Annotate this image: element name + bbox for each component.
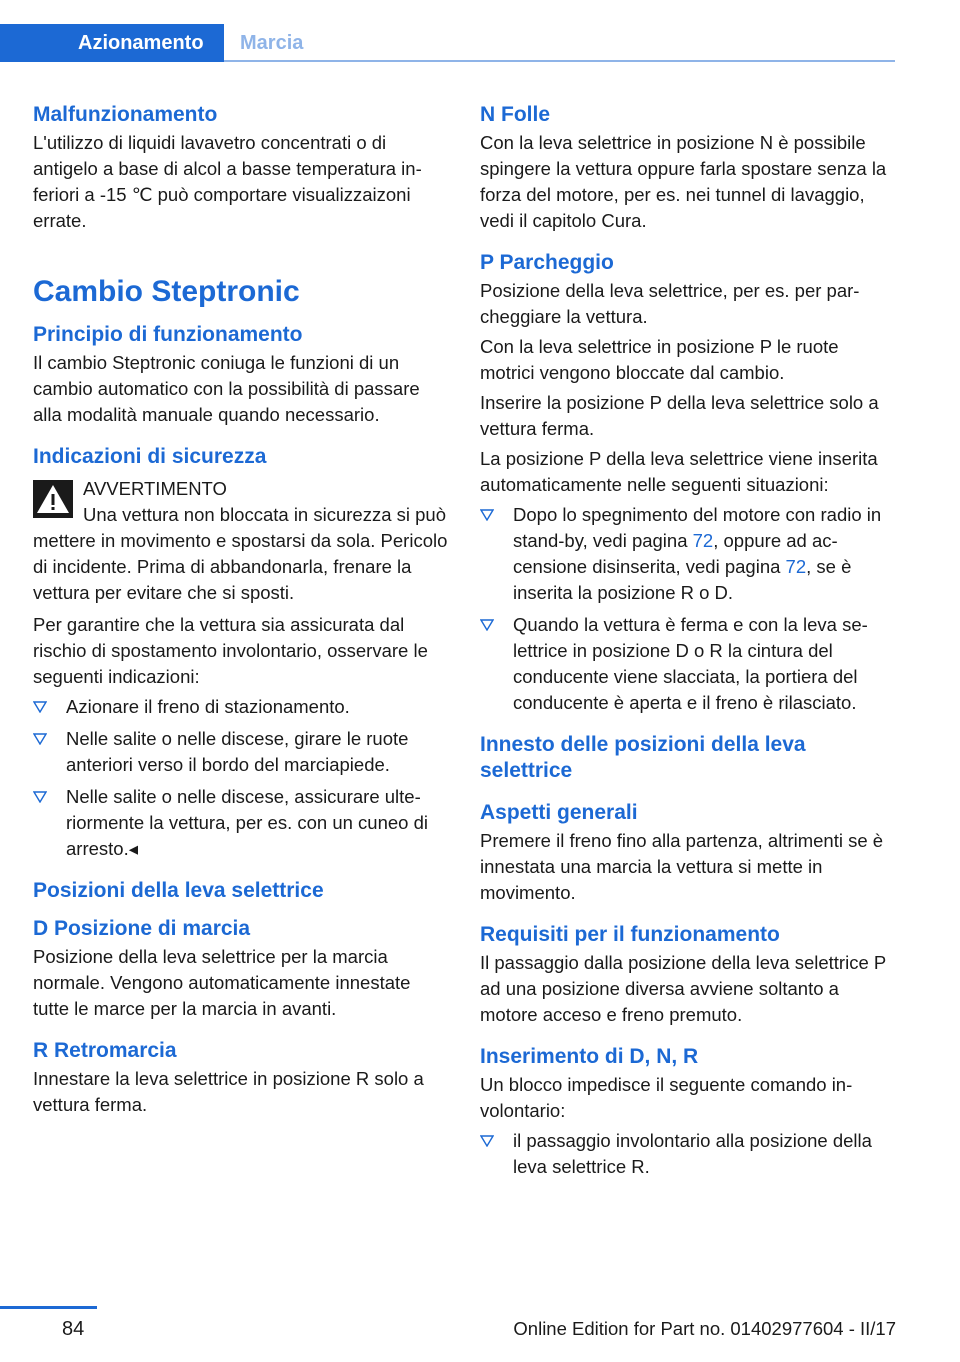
tab-marcia[interactable]: Marcia [240,32,304,54]
dnr-list [480,1128,898,1180]
requirements-text: Il passaggio dalla posizione della leva selettrice P ad una posizione diversa avviene soltanto a motore acceso e freno premuto. [480,952,886,1025]
r-position-heading: R Retromarcia [33,1039,177,1062]
page-link-72[interactable]: 72 [785,556,807,577]
n-position-heading: N Folle [480,103,551,126]
warning-label: AVVERTIMENTO [83,478,227,499]
triangle-bullet-icon [480,509,494,521]
general-heading: Aspetti generali [480,801,638,824]
list-item: Dopo lo spegnimento del motore con radio in stand-by, vedi pagina 72, oppure ad accensione disinserita, vedi pagina 72, se è inserita la posizione R o D. [480,502,898,606]
p-position-text-3: Inserire la posizione P della leva selettrice solo a vettura ferma. [480,392,879,439]
d-position-heading: D Posizione di marcia [33,917,251,940]
page-number: 84 [62,1318,85,1340]
triangle-bullet-icon [480,619,494,631]
d-position-text: Posizione della leva selettrice per la marcia normale. Vengono automaticamente innestate tutte le marce per la marcia in avanti. [33,946,411,1019]
tab-azionamento[interactable]: Azionamento [0,24,224,62]
positions-heading: Posizioni della leva selettrice [33,879,324,902]
warning-text: Una vettura non bloccata in sicurezza si può mettere in movimento e spostarsi da sola. Pericolo di incidente. Prima di abbandonarla, frenare la vettura per evitare che si sposti. [33,504,448,603]
footer-rule [0,1306,97,1309]
triangle-bullet-icon [33,701,47,713]
safety-text: Per garantire che la vettura sia assicurata dal rischio di spostamento involontario, osservare le seguenti indicazioni: [33,614,428,687]
edition-label: Online Edition for Part no. 01402977604 - II/17 [513,1318,896,1339]
triangle-bullet-icon [33,791,47,803]
principle-text: Il cambio Steptronic coniuga le funzioni di un cambio automatico con la possibilità di passare alla modalità manuale quando necessario. [33,352,420,425]
p-position-text-1: Posizione della leva selettrice, per es. per parcheggiare la vettura. [480,280,860,327]
triangle-bullet-icon [33,733,47,745]
p-position-heading: P Parcheggio [480,251,614,274]
page-link-72[interactable]: 72 [692,530,714,551]
list-item: Azionare il freno di stazionamento. [33,694,448,720]
safety-heading: Indicazioni di sicurezza [33,445,267,468]
chapter-header [0,0,895,62]
malfunction-heading: Malfunzionamento [33,103,218,126]
header-rule [224,60,895,62]
right-column [480,100,898,1186]
dnr-text: Un blocco impedisce il seguente comando involontario: [480,1074,853,1121]
engage-heading: Innesto delle posizioni della leva selettrice [480,733,806,782]
left-column [33,100,448,1122]
safety-list [33,694,448,862]
malfunction-text: L'utilizzo di liquidi lavavetro concentrati o di antigelo a base di alcol a basse temperatura inferiori a -15 ℃ può comportare visualizzaizoni errate. [33,132,422,231]
list-item: Nelle salite o nelle discese, girare le ruote anteriori verso il bordo del marciapiede. [33,726,448,778]
r-position-text: Innestare la leva selettrice in posizione R solo a vettura ferma. [33,1068,424,1115]
section-title: Cambio Steptronic [33,275,300,308]
p-position-list [480,502,898,716]
warning-icon [33,480,73,518]
dnr-heading: Inserimento di D, N, R [480,1045,699,1068]
list-item: il passaggio involontario alla posizione della leva selettrice R. [480,1128,898,1180]
principle-heading: Principio di funzionamento [33,323,303,346]
n-position-text: Con la leva selettrice in posizione N è possibile spingere la vettura oppure farla spostare senza la forza del motore, per es. nei tunnel di lavaggio, vedi il capitolo Cura. [480,132,887,231]
list-item: Nelle salite o nelle discese, assicurare ulteriormente la vettura, per es. con un cuneo di arresto.◂ [33,784,448,862]
list-item: Quando la vettura è ferma e con la leva selettrice in posizione D o R la cintura del conducente viene slacciata, la portiera del conducente è aperta e il freno è rilasciato. [480,612,898,716]
warning-block [33,476,448,606]
triangle-bullet-icon [480,1135,494,1147]
p-position-text-2: Con la leva selettrice in posizione P le ruote motrici vengono bloccate dal cambio. [480,336,839,383]
p-position-text-4: La posizione P della leva selettrice viene inserita automaticamente nelle seguenti situazioni: [480,448,878,495]
general-text: Premere il freno fino alla partenza, altrimenti se è innestata una marcia la vettura si mette in movimento. [480,830,884,903]
requirements-heading: Requisiti per il funzionamento [480,923,780,946]
